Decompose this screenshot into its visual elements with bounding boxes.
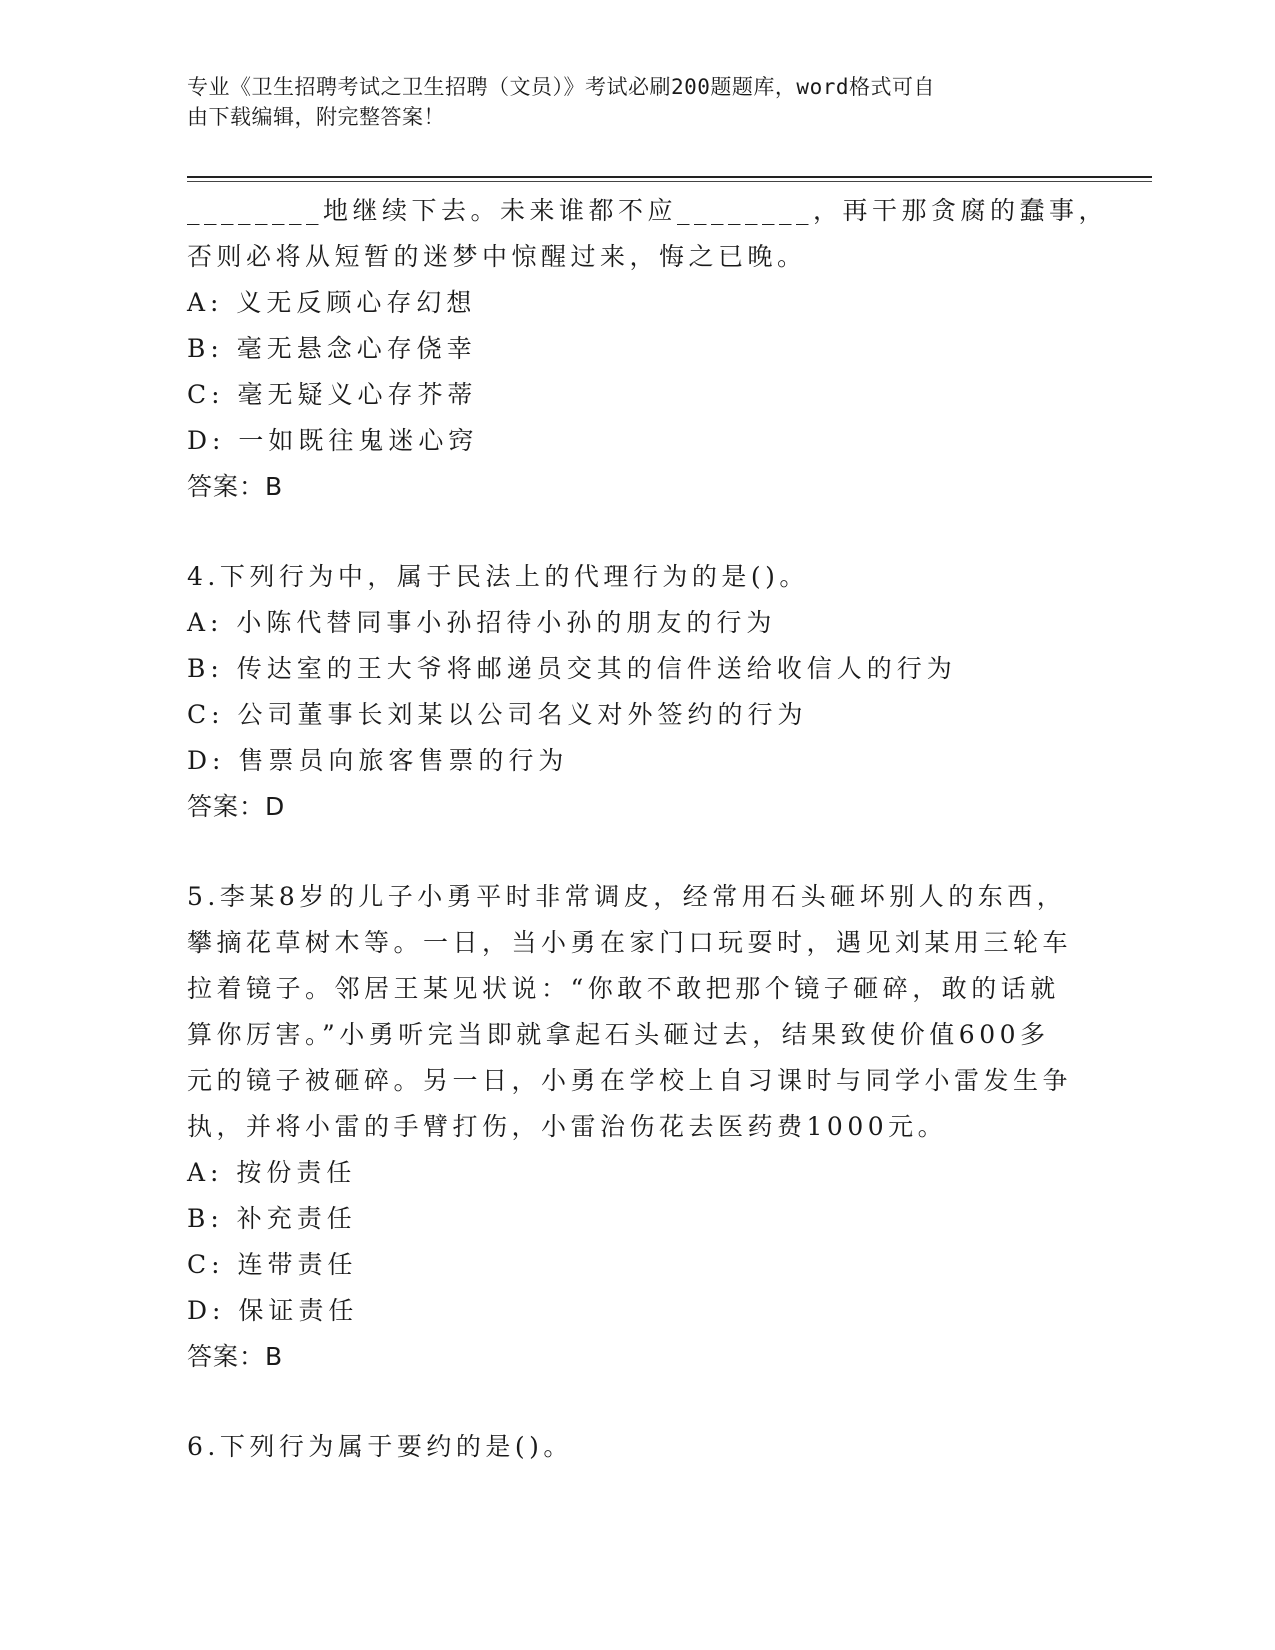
option-d: D: 保证责任 (187, 1296, 359, 1325)
stem-line: 4.下列行为中，属于民法上的代理行为的是()。 (187, 562, 809, 591)
option-c: C: 毫无疑义心存芥蒂 (187, 380, 478, 409)
question-item (187, 188, 1109, 510)
option-a: A: 义无反顾心存幻想 (187, 288, 477, 317)
option-a: A: 按份责任 (187, 1158, 357, 1187)
header-line-1: 专业《卫生招聘考试之卫生招聘（文员）》考试必刷200题题库，word格式可自 (187, 75, 935, 99)
option-b: B: 毫无悬念心存侥幸 (187, 334, 477, 363)
stem-line: 攀摘花草树木等。一日，当小勇在家门口玩耍时，遇见刘某用三轮车 (187, 928, 1073, 957)
answer-label: 答案：B (187, 1342, 284, 1371)
stem-line: 执，并将小雷的手臂打伤，小雷治伤花去医药费1000元。 (187, 1112, 948, 1141)
question-stem (187, 874, 1073, 1150)
question-item (187, 1424, 1067, 1470)
stem-line: 5.李某8岁的儿子小勇平时非常调皮，经常用石头砸坏别人的东西， (187, 882, 1067, 911)
question-item (187, 554, 1067, 830)
header-line-2: 由下载编辑，附完整答案！ (187, 105, 445, 129)
question-stem (187, 554, 1067, 600)
option-c: C: 连带责任 (187, 1250, 358, 1279)
question-list (187, 188, 1109, 1470)
stem-line: 6.下列行为属于要约的是()。 (187, 1432, 573, 1461)
option-d: D: 售票员向旅客售票的行为 (187, 746, 569, 775)
question-stem (187, 188, 1109, 280)
option-b: B: 传达室的王大爷将邮递员交其的信件送给收信人的行为 (187, 654, 957, 683)
document-header (187, 72, 1067, 132)
option-a: A: 小陈代替同事小孙招待小孙的朋友的行为 (187, 608, 777, 637)
header-divider-thick (187, 176, 1152, 178)
stem-line: ________地继续下去。未来谁都不应________，再干那贪腐的蠢事， (187, 196, 1109, 225)
question-stem (187, 1424, 1067, 1470)
stem-line: 元的镜子被砸碎。另一日，小勇在学校上自习课时与同学小雷发生争 (187, 1066, 1073, 1095)
answer-label: 答案：D (187, 792, 286, 821)
question-item (187, 874, 1073, 1380)
stem-line: 否则必将从短暂的迷梦中惊醒过来，悔之已晚。 (187, 242, 807, 271)
option-d: D: 一如既往鬼迷心窍 (187, 426, 479, 455)
stem-line: 算你厉害。”小勇听完当即就拿起石头砸过去，结果致使价值600多 (187, 1020, 1050, 1049)
option-b: B: 补充责任 (187, 1204, 357, 1233)
option-c: C: 公司董事长刘某以公司名义对外签约的行为 (187, 700, 808, 729)
answer-label: 答案：B (187, 472, 284, 501)
stem-line: 拉着镜子。邻居王某见状说：“你敢不敢把那个镜子砸碎，敢的话就 (187, 974, 1060, 1003)
header-divider-thin (187, 181, 1152, 182)
